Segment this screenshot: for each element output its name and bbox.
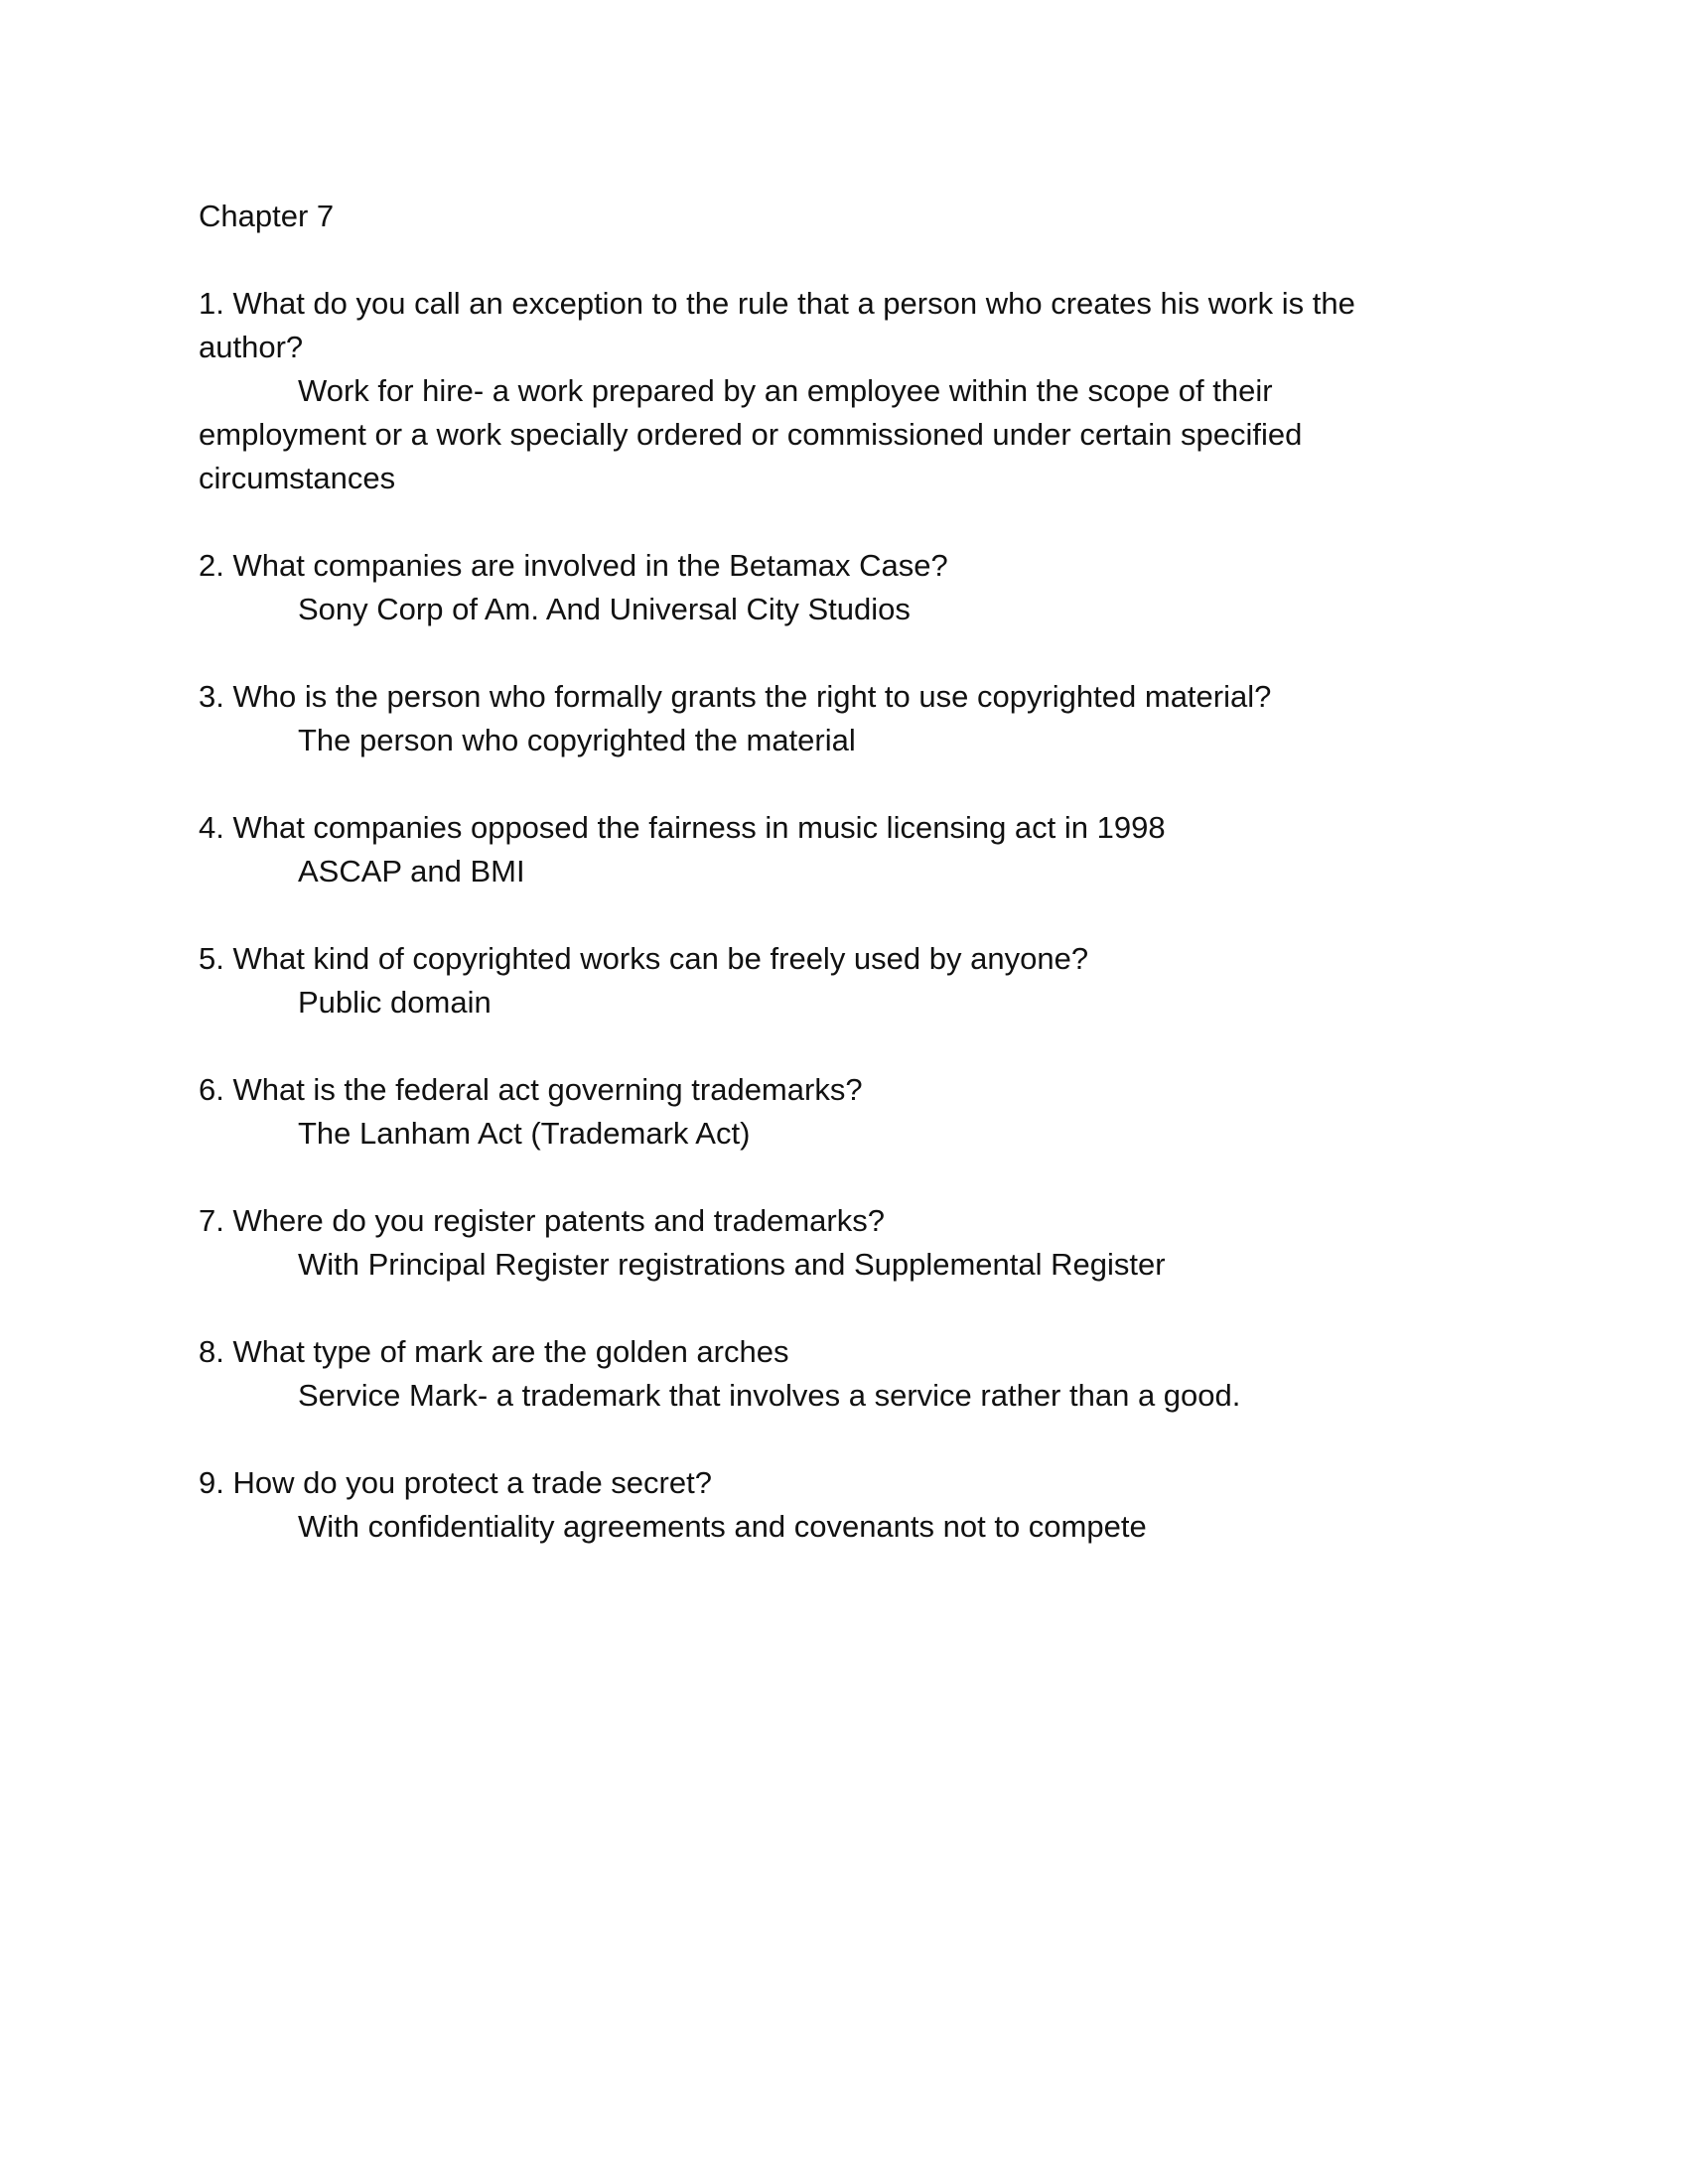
answer-line: Work for hire- a work prepared by an employee within the scope of their [298,373,1273,408]
question-line: author? [199,330,304,364]
question-line: 5. What kind of copyrighted works can be freely used by anyone? [199,941,1089,976]
question-line: 3. Who is the person who formally grants the right to use copyrighted material? [199,679,1272,714]
answer-line: ASCAP and BMI [298,854,525,888]
question-line: 2. What companies are involved in the Betamax Case? [199,548,948,583]
question-line: 4. What companies opposed the fairness in music licensing act in 1998 [199,810,1166,845]
spacer [199,631,1489,675]
answer-line: The Lanham Act (Trademark Act) [298,1116,751,1151]
answer-line: The person who copyrighted the material [298,723,856,757]
qa-list [199,238,1489,1549]
answer-line: Sony Corp of Am. And Universal City Studios [298,592,911,626]
spacer [199,893,1489,937]
spacer [199,500,1489,544]
question-line: 8. What type of mark are the golden arches [199,1334,789,1369]
document-page [199,195,1489,1549]
spacer [199,238,1489,282]
qa-item [199,544,1489,631]
answer-line: Service Mark- a trademark that involves a service rather than a good. [298,1378,1241,1413]
question-line: 7. Where do you register patents and trademarks? [199,1203,885,1238]
spacer [199,1156,1489,1199]
spacer [199,1418,1489,1461]
qa-item [199,806,1489,893]
spacer [199,1287,1489,1330]
chapter-title: Chapter 7 [199,199,335,233]
question-line: 6. What is the federal act governing trademarks? [199,1072,863,1107]
qa-item [199,1199,1489,1287]
answer-line: With Principal Register registrations and Supplemental Register [298,1247,1166,1282]
answer-line: With confidentiality agreements and covenants not to compete [298,1509,1147,1544]
spacer [199,1024,1489,1068]
qa-item [199,1068,1489,1156]
question-line: 9. How do you protect a trade secret? [199,1465,712,1500]
qa-item [199,1330,1489,1418]
answer-line: Public domain [298,985,492,1020]
answer-line: employment or a work specially ordered or commissioned under certain specified [199,417,1303,452]
question-line: 1. What do you call an exception to the rule that a person who creates his work is the [199,286,1355,321]
qa-item [199,937,1489,1024]
answer-line: circumstances [199,461,396,495]
spacer [199,762,1489,806]
qa-item [199,1461,1489,1549]
qa-item [199,282,1489,500]
qa-item [199,675,1489,762]
